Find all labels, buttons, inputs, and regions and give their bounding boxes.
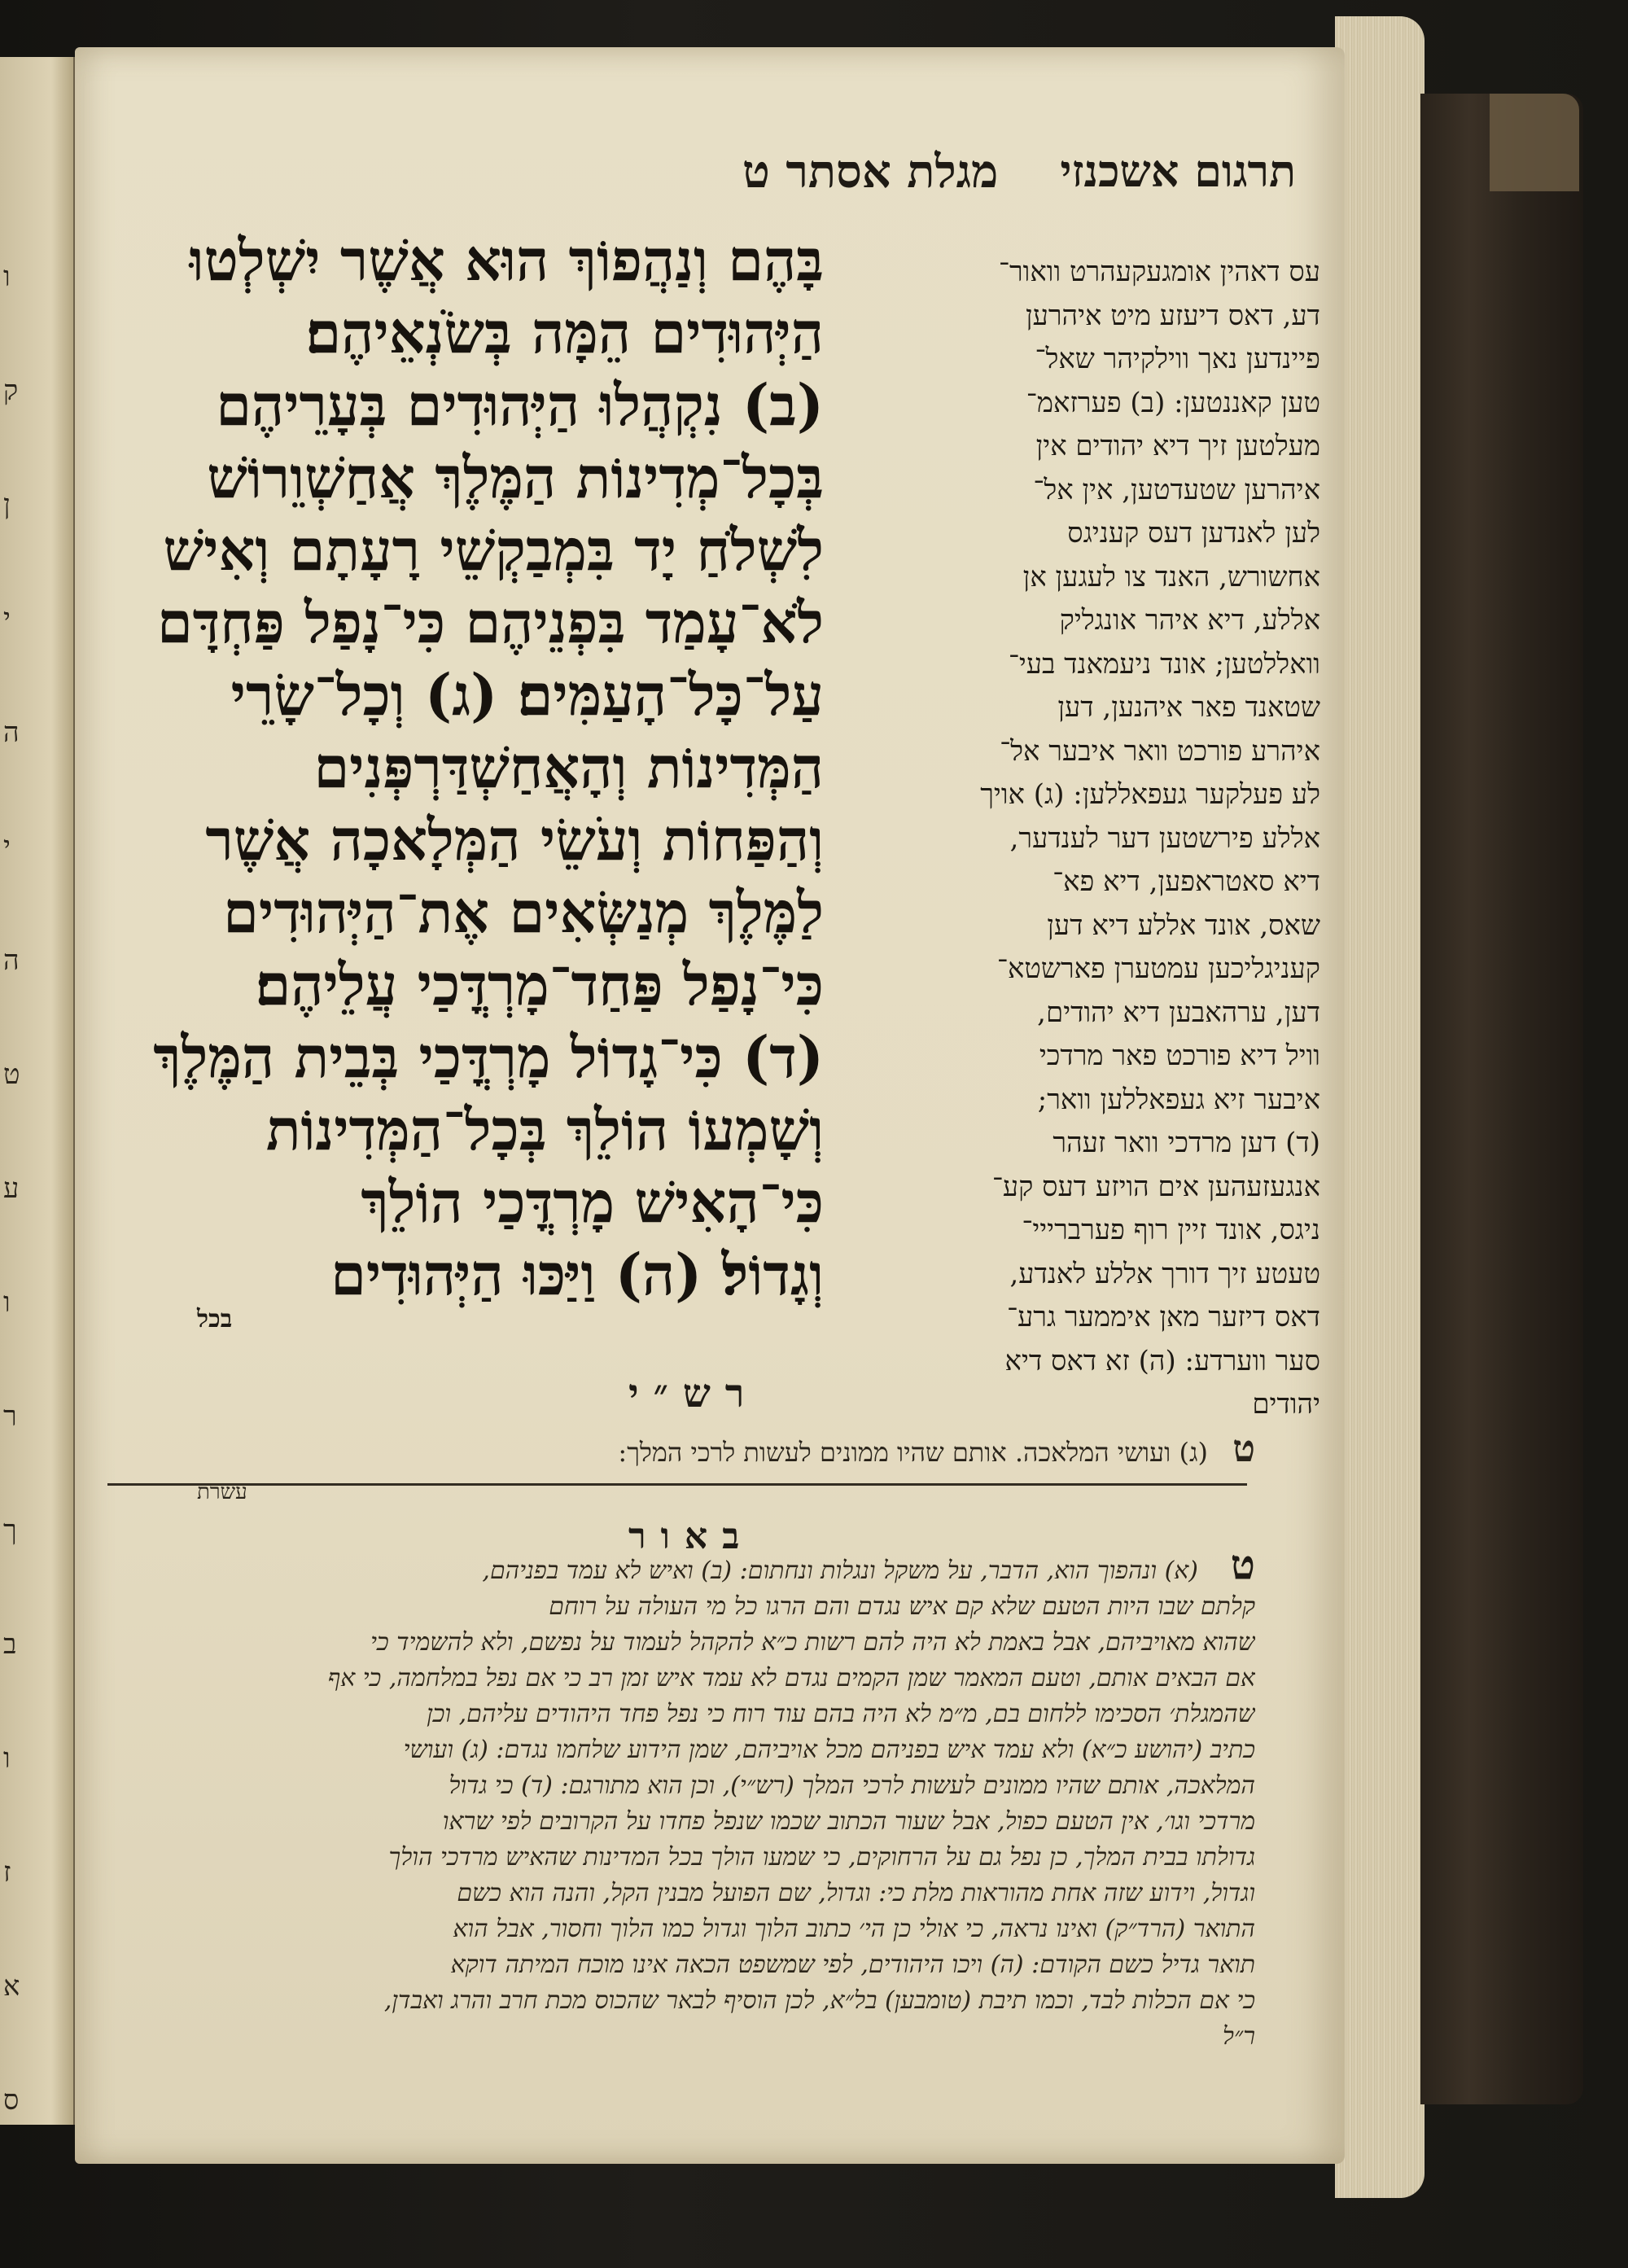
biur-heading: באור (628, 1516, 755, 1557)
main-text-line: כִּי־נָפַל פַּחַד־מָרְדֳּכַי עֲלֵיהֶם׃ (255, 951, 824, 1018)
main-text-line: וְהַפַּחוֹת וְעֹשֵׂי הַמְּלָאכָה אֲשֶׁר (205, 806, 824, 873)
biur-line: שהוא מאויביהם, אבל באמת לא היה להם רשות כ״א להקהל לעמוד על נפשם, ולא להשמיד כי (370, 1628, 1255, 1657)
main-text-line: הַמְּדִינוֹת וְהָאֲחַשְׁדַּרְפְּנִים (313, 733, 824, 801)
main-text-line: עַל־כָּל־הָעַמִּים׃ (ג) וְכָל־שָׂרֵי (230, 661, 824, 729)
translation-line: לע פעלקער געפאללען: (ג) אויך (980, 778, 1320, 811)
main-text-line: בְּכָל־מְדִינוֹת הַמֶּלֶךְ אֲחַשְׁוֵרוֹשׁ (207, 444, 824, 511)
catchword: בכל (197, 1305, 233, 1333)
left-page-glyph: ט (3, 1058, 20, 1091)
translation-line: ניגס, אונד זיין רוף פערברייי־ (1022, 1214, 1320, 1246)
left-page-glyph: א (3, 1970, 20, 2003)
translation-line: יהודים (1252, 1388, 1320, 1421)
left-page-glyph: ס (3, 2084, 20, 2117)
main-text-line: לִשְׁלֹחַ יָד בִּמְבַקְשֵׁי רָעָתָם וְאִישׁ (163, 516, 824, 584)
rashi-text: (ג) ועושי המלאכה. אותם שהיו ממונים לעשות לרכי המלך: (618, 1437, 1209, 1468)
translation-line: אחשורש, האנד צו לעגען אן (1022, 560, 1320, 593)
biur-line: תואר גדיל כשם הקודם: (ה) ויכו היהודים, לפי שמשפט הכאה אינו מוכח המיתה דוקא (450, 1951, 1255, 1979)
translation-line: איבער זיא געפאללען וואר; (1037, 1083, 1320, 1116)
translation-line: וואללטען; אונד ניעמאנד בעי־ (1008, 647, 1320, 681)
translation-line: שטאנד פאר איהנען, דען (1057, 691, 1320, 724)
page-stack-edges (1335, 16, 1424, 2198)
translation-line: וויל דיא פורכט פאר מרדכי (1039, 1040, 1320, 1072)
catchword-bottom: עשרת (197, 1480, 247, 1504)
rashi-heading: רש״י (628, 1371, 759, 1416)
rashi-commentary (618, 1426, 1255, 1470)
biur-line: וגדול, וידוע שזה אחת מהוראות מלת כי: וגדול, שם הפועל מבנין הקל, והנה הוא כשם (457, 1879, 1255, 1907)
left-page-glyph: ה (3, 716, 20, 749)
main-text-line: (ד) כִּי־גָדוֹל מָרְדֳּכַי בְּבֵית הַמֶּלֶךְ (153, 1023, 824, 1091)
main-text-line: כִּי־הָאִישׁ מָרְדֳּכַי הוֹלֵךְ (361, 1168, 824, 1236)
translation-line: דען, ערהאבען דיא יהודים, (1037, 996, 1320, 1029)
translation-line: עס דאהין אומגעקעהרט וואור־ (998, 256, 1320, 288)
left-page-glyph: ך (3, 1514, 17, 1547)
section-divider (107, 1483, 1247, 1486)
biur-line: (א) ונהפוך הוא, הדבר, על משקל ונגלות ונחתום: (ב) ואיש לא עמד בפניהם, (482, 1557, 1198, 1585)
left-page-glyph: ו (3, 261, 11, 293)
translation-line: דע, דאס דיעזע מיט איהרען (1025, 299, 1320, 332)
biur-line: המלאכה, אותם שהיו ממונים לעשות לרכי המלך (רש״י), וכן הוא מתורגם: (ד) כי גדול (449, 1771, 1255, 1800)
left-page-glyph: ב (3, 1628, 17, 1661)
translation-line: אנגעזעהען אים הויזע דעס קע־ (991, 1170, 1320, 1203)
main-text-line: הַיְּהוּדִים הֵמָּה בְּשֹׂנְאֵיהֶם׃ (305, 299, 824, 366)
biur-commentary (197, 1553, 1255, 2055)
book-binding (1420, 94, 1583, 2104)
translation-line: דאס דיזער מאן איממער גרע־ (1007, 1301, 1320, 1333)
left-page-glyph: ו (3, 1286, 11, 1319)
main-text-line: וְגָדוֹל׃ (ה) וַיַּכּוּ הַיְּהוּדִים (330, 1241, 824, 1308)
biur-line: קלתם שבו היות הטעם שלא קם איש נגדם והם הרגו כל מי העולה על רוחם (549, 1592, 1255, 1621)
translation-line: סער ווערדע: (ה) זא דאס דיא (1004, 1344, 1320, 1377)
translation-line: לען לאנדען דעס קעניגס (1067, 517, 1320, 549)
left-page-glyph: ר (3, 1400, 17, 1433)
translation-line: שאס, אונד אללע דיא דען (1047, 909, 1320, 942)
left-page-glyph: ה (3, 944, 20, 977)
left-page-glyph: ק (3, 374, 19, 407)
binding-worn-corner (1490, 94, 1579, 191)
biur-line: התואר (הרד״ק) ואינו נראה, כי אולי כן הי׳ כתוב הלוך וגדול כמו הלוך וחסור, אבל הוא (453, 1915, 1255, 1943)
biur-line: ר״ל (1222, 2022, 1255, 2051)
biur-line: אם הבאים אותם, וטעם המאמר שמן הקמים נגדם לא עמד איש זמן רב כי אם נפל במלחמה, כי אף (327, 1664, 1255, 1692)
main-text-line: לֹא־עָמַד בִּפְנֵיהֶם כִּי־נָפַל פַּחְדָּם (156, 589, 824, 656)
biur-mark: ט (1230, 1540, 1255, 1588)
left-page-glyph: ן (3, 488, 11, 521)
biur-line: גדולתו בבית המלך, כן נפל גם על הרחוקים, כי שמעו הולך בכל המדינות שהאיש מרדכי הולך (388, 1843, 1255, 1872)
left-page-glyph: ו (3, 1742, 11, 1775)
translation-line: קעניגליכען עמטערן פארשטא־ (996, 952, 1320, 985)
biur-line: שהמגלת׳ הסכימו ללחום בם, מ״מ לא היה בהם עוד רוח כי נפל פחד היהודים עליהם, וכן (427, 1700, 1255, 1728)
translation-line: אללע, דיא איהר אונגליק (1059, 604, 1320, 637)
translation-line: פיינדען נאך ווילקיהר שאל־ (1035, 343, 1320, 375)
rashi-mark: ט (1232, 1426, 1255, 1470)
left-page-glyph: י (3, 602, 11, 635)
left-page-glyph: י (3, 830, 11, 863)
german-translation-column (864, 251, 1320, 1427)
translation-line: איהרע פורכט וואר איבער אל־ (1000, 734, 1320, 768)
biur-line: מרדכי וגו׳, אין הטעם כפול, אבל שעור הכתוב שכמו שנפל פחדו על הקרובים לפי שראו (442, 1807, 1255, 1836)
translation-line: איהרען שטעדטען, אין אל־ (1033, 473, 1320, 506)
translation-line: טעטע זיך דורך אללע לאנדע, (1009, 1257, 1320, 1290)
main-hebrew-column (75, 226, 832, 1350)
translation-line: (ד) דען מרדכי וואר זעהר (1053, 1127, 1320, 1159)
main-text-line: לַמֶּלֶךְ מְנַשְּׂאִים אֶת־הַיְּהוּדִים (223, 878, 824, 946)
translation-line: טען קאננטען: (ב) פערזאמ־ (1026, 386, 1320, 419)
left-page-glyph: ע (3, 1172, 20, 1205)
book-page (75, 47, 1345, 2164)
translation-running-head: תרגום אשכנזי (1060, 145, 1296, 197)
main-text-line: וְשָׁמְעוֹ הוֹלֵךְ בְּכָל־הַמְּדִינוֹת (265, 1096, 824, 1163)
main-text-line: בָּהֶם וְנַהֲפוֹךְ הוּא אֲשֶׁר יִשְׁלְטוּ (189, 226, 824, 294)
translation-line: דיא סאטראפען, דיא פא־ (1053, 865, 1320, 898)
biur-line: כי אם הכלות לבד, וכמו תיבת (טומבען) בל״א, לכן הוסיף לבאר שהכוס מכת חרב והרג ואבדן, (383, 1986, 1255, 2015)
main-text-line: (ב) נִקְהֲלוּ הַיְּהוּדִים בְּעָרֵיהֶם (216, 371, 824, 439)
left-page-edge (0, 57, 76, 2125)
text-running-head: מגלת אסתר ט (742, 145, 999, 199)
translation-line: מעלטען זיך דיא יהודים אין (1035, 430, 1320, 462)
left-page-glyph: ז (3, 1856, 11, 1889)
translation-line: אללע פירשטען דער לענדער, (1009, 821, 1320, 855)
biur-line: כתיב (יהושע כ״א) ולא עמד איש בפניהם מכל אויביהם, שמן הידוע שלחמו נגדם: (ג) ועושי (403, 1736, 1255, 1764)
